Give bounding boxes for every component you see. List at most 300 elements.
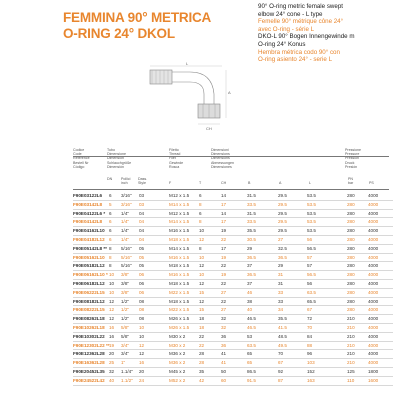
cell-a: 29.5 bbox=[278, 219, 287, 225]
multilingual-description bbox=[258, 3, 398, 64]
svg-text:CH: CH bbox=[206, 126, 212, 131]
cell-dn: 5 bbox=[109, 201, 112, 207]
cell-b: 46.5 bbox=[247, 316, 256, 322]
cell-ch: 41 bbox=[221, 360, 227, 366]
cell-inch: 5/16" bbox=[121, 254, 132, 260]
cell-l: 84 bbox=[307, 333, 313, 339]
cell-dash: 08 bbox=[139, 298, 145, 304]
sub-ch: CH bbox=[221, 181, 227, 185]
cell-b: 36.5 bbox=[247, 272, 256, 278]
table-row bbox=[73, 315, 393, 324]
cell-l: 53.5 bbox=[307, 219, 316, 225]
cell-dn: 8 bbox=[109, 254, 112, 260]
cell-t: 18 bbox=[199, 316, 205, 322]
cell-l: 53.5 bbox=[307, 228, 316, 234]
cell-a: 31 bbox=[278, 272, 284, 278]
cell-ch: 22 bbox=[221, 263, 227, 269]
cell-ps: 4000 bbox=[368, 307, 379, 313]
cell-inch: 1/4" bbox=[121, 228, 130, 234]
cell-l: 72 bbox=[307, 316, 313, 322]
table-row bbox=[73, 289, 393, 298]
header-pressure: Pressione Pressure Pression Druck Presión bbox=[345, 148, 361, 169]
cell-dn: 10 bbox=[109, 272, 115, 278]
cell-code: F90E06222L15 bbox=[73, 289, 105, 295]
table-row bbox=[73, 306, 393, 315]
sub-f: F bbox=[169, 181, 172, 185]
cell-l: 53.5 bbox=[307, 210, 316, 216]
svg-text:A: A bbox=[228, 90, 231, 95]
desc-es-2: O-ring asiento 24° - serie L bbox=[258, 56, 333, 64]
cell-b: 29 bbox=[247, 245, 253, 251]
cell-code: F90E08222L15 bbox=[73, 307, 105, 313]
cell-inch: 1/2" bbox=[121, 316, 130, 322]
cell-ps: 4000 bbox=[368, 298, 379, 304]
cell-b: 36.5 bbox=[247, 254, 256, 260]
desc-de-1: DKO-L 90° Bogen Innengewinde m bbox=[258, 33, 355, 41]
cell-t: 12 bbox=[199, 263, 205, 269]
cell-thread: M30 x 2 bbox=[169, 333, 186, 339]
cell-b: 37 bbox=[247, 280, 253, 286]
table-row bbox=[73, 359, 393, 368]
subheader-divider bbox=[73, 189, 389, 190]
cell-thread: M16 x 1.5 bbox=[169, 228, 190, 234]
cell-ch: 41 bbox=[221, 351, 227, 357]
cell-inch: 1.1/4" bbox=[121, 368, 133, 374]
cell-b: 86.5 bbox=[247, 368, 256, 374]
cell-code: F90E12362L28 bbox=[73, 351, 105, 357]
cell-code: F90E08262L18 bbox=[73, 316, 105, 322]
cell-t: 12 bbox=[199, 236, 205, 242]
cell-dash: 03 bbox=[139, 193, 145, 198]
cell-pn: 110 bbox=[347, 377, 355, 383]
cell-a: 27 bbox=[278, 236, 284, 242]
cell-pn: 210 bbox=[347, 351, 355, 357]
cell-ch: 19 bbox=[221, 228, 227, 234]
cell-a: 33 bbox=[278, 298, 284, 304]
cell-ch: 19 bbox=[221, 272, 227, 278]
cell-code: F90E05182L12 bbox=[73, 263, 105, 269]
cell-thread: M12 x 1.5 bbox=[169, 193, 190, 198]
cell-thread: M12 x 1.5 bbox=[169, 210, 190, 216]
cell-ch: 17 bbox=[221, 201, 227, 207]
cell-b: 30.5 bbox=[247, 236, 256, 242]
cell-inch: 5/8" bbox=[121, 324, 130, 330]
cell-ch: 50 bbox=[221, 368, 227, 374]
cell-b: 53 bbox=[247, 333, 253, 339]
table-row bbox=[73, 333, 393, 342]
cell-code: F90E04122L6 * bbox=[73, 210, 106, 216]
desc-en-1: 90° O-ring metric female swept bbox=[258, 3, 344, 10]
cell-pn: 280 bbox=[347, 219, 355, 225]
cell-b: 46 bbox=[247, 289, 253, 295]
cell-a: 29.5 bbox=[278, 210, 287, 216]
cell-code: F90E05162L10 bbox=[73, 254, 105, 260]
title-line-2: O-RING 24° DKOL bbox=[63, 26, 175, 41]
sub-t: T bbox=[199, 181, 202, 185]
cell-dn: 8 bbox=[109, 245, 112, 251]
cell-t: 15 bbox=[199, 307, 205, 313]
product-title bbox=[63, 10, 253, 42]
cell-code: F90E10302L22 bbox=[73, 333, 105, 339]
cell-ch: 27 bbox=[221, 307, 227, 313]
cell-dash: 05 bbox=[139, 245, 145, 251]
cell-thread: M18 x 1.5 bbox=[169, 236, 190, 242]
cell-l: 57 bbox=[307, 263, 313, 269]
table-row bbox=[73, 280, 393, 289]
cell-dn: 12 bbox=[109, 316, 115, 322]
cell-dn: 40 bbox=[109, 377, 115, 383]
cell-ch: 14 bbox=[221, 193, 227, 198]
cell-a: 29 bbox=[278, 263, 284, 269]
cell-a: 49.5 bbox=[278, 342, 287, 348]
cell-ch: 17 bbox=[221, 245, 227, 251]
cell-dn: 20 bbox=[109, 351, 115, 357]
cell-dash: 08 bbox=[139, 307, 145, 313]
cell-dn: 12 bbox=[109, 298, 115, 304]
cell-pn: 280 bbox=[347, 201, 355, 207]
cell-thread: M16 x 1.5 bbox=[169, 272, 190, 278]
svg-text:L: L bbox=[186, 61, 189, 66]
cell-a: 87 bbox=[278, 377, 284, 383]
cell-dash: 05 bbox=[139, 263, 145, 269]
cell-t: 18 bbox=[199, 324, 205, 330]
cell-code: F90E24522L42 bbox=[73, 377, 105, 383]
cell-inch: 5/8" bbox=[121, 333, 130, 339]
cell-thread: M16 x 1.5 bbox=[169, 254, 190, 260]
cell-pn: 280 bbox=[347, 272, 355, 278]
cell-b: 33.5 bbox=[247, 201, 256, 207]
cell-ps: 4000 bbox=[368, 254, 379, 260]
cell-t: 28 bbox=[199, 360, 205, 366]
sub-l: L bbox=[309, 181, 311, 185]
cell-code: F90E05142L8 ** bbox=[73, 245, 107, 251]
cell-b: 33.5 bbox=[247, 219, 256, 225]
table-row bbox=[73, 236, 393, 245]
cell-pn: 280 bbox=[347, 193, 355, 198]
table-row bbox=[73, 342, 393, 351]
cell-dash: 06 bbox=[139, 272, 145, 278]
cell-inch: 1/4" bbox=[121, 236, 130, 242]
cell-dn: 32 bbox=[109, 368, 115, 374]
cell-ps: 4000 bbox=[368, 289, 379, 295]
cell-pn: 280 bbox=[347, 307, 355, 313]
cell-dn: 6 bbox=[109, 228, 112, 234]
cell-thread: M22 x 1.5 bbox=[169, 289, 190, 295]
cell-pn: 280 bbox=[347, 228, 355, 234]
table-subheader bbox=[73, 177, 393, 189]
cell-a: 70 bbox=[278, 351, 284, 357]
cell-l: 88 bbox=[307, 342, 313, 348]
cell-dn: 10 bbox=[109, 289, 115, 295]
cell-dn: 6 bbox=[109, 236, 112, 242]
cell-dash: 04 bbox=[139, 219, 145, 225]
cell-a: 67 bbox=[278, 360, 284, 366]
cell-b: 63.5 bbox=[247, 342, 256, 348]
cell-thread: M14 x 1.5 bbox=[169, 245, 190, 251]
cell-ch: 32 bbox=[221, 324, 227, 330]
cell-ps: 4000 bbox=[368, 228, 379, 234]
cell-t: 12 bbox=[199, 280, 205, 286]
cell-thread: M36 x 2 bbox=[169, 360, 186, 366]
table-row bbox=[73, 298, 393, 307]
cell-a: 35.5 bbox=[278, 316, 287, 322]
table-row bbox=[73, 350, 393, 359]
cell-thread: M52 x 2 bbox=[169, 377, 186, 383]
cell-l: 53.5 bbox=[307, 193, 316, 198]
cell-inch: 3/4" bbox=[121, 342, 130, 348]
cell-code: F90E12302L22 ** bbox=[73, 342, 110, 348]
header-dimensions: Dimensioni Dimensions Dimensions Abmessungen Dimensiones bbox=[211, 148, 234, 169]
cell-inch: 3/16" bbox=[121, 201, 132, 207]
desc-de-2: O-ring 24° Konus bbox=[258, 40, 306, 48]
cell-dn: 8 bbox=[109, 263, 112, 269]
cell-inch: 1/4" bbox=[121, 219, 130, 225]
cell-dash: 10 bbox=[139, 324, 145, 330]
cell-dn: 19 bbox=[109, 342, 115, 348]
table-row bbox=[73, 254, 393, 263]
cell-l: 65.5 bbox=[307, 298, 316, 304]
cell-t: 8 bbox=[199, 245, 202, 251]
cell-inch: 5/16" bbox=[121, 245, 132, 251]
cell-ch: 60 bbox=[221, 377, 227, 383]
cell-l: 57 bbox=[307, 254, 313, 260]
cell-dn: 25 bbox=[109, 360, 115, 366]
cell-b: 31.5 bbox=[247, 210, 256, 216]
cell-t: 35 bbox=[199, 368, 205, 374]
cell-dash: 12 bbox=[139, 351, 145, 357]
cell-code: F90E10262L18 bbox=[73, 324, 105, 330]
cell-code: F90E03122L6 bbox=[73, 193, 103, 198]
desc-es-1: Hembra métrica codo 90° con bbox=[258, 48, 340, 56]
cell-b: 31.5 bbox=[247, 193, 256, 198]
cell-ch: 32 bbox=[221, 316, 227, 322]
sub-dn: DN bbox=[107, 177, 113, 181]
cell-b: 35.5 bbox=[247, 228, 256, 234]
cell-a: 34 bbox=[278, 307, 284, 313]
cell-dash: 04 bbox=[139, 236, 145, 242]
sub-inch-2: inch bbox=[121, 181, 128, 185]
cell-l: 56 bbox=[307, 236, 313, 242]
cell-dash: 08 bbox=[139, 316, 145, 322]
cell-ps: 4000 bbox=[368, 193, 379, 198]
cell-dn: 6 bbox=[109, 210, 112, 216]
cell-thread: M45 x 2 bbox=[169, 368, 186, 374]
cell-ps: 4000 bbox=[368, 201, 379, 207]
desc-fr-1: Femelle 90° métrique cône 24° bbox=[258, 18, 344, 26]
sub-inch: Pollici bbox=[121, 177, 131, 181]
cell-dn: 10 bbox=[109, 280, 115, 286]
cell-pn: 210 bbox=[347, 333, 355, 339]
table-row bbox=[73, 262, 393, 271]
cell-inch: 1.1/2" bbox=[121, 377, 133, 383]
cell-ps: 4000 bbox=[368, 219, 379, 225]
cell-dash: 04 bbox=[139, 210, 145, 216]
cell-code: F90E06162L10 * bbox=[73, 272, 108, 278]
cell-dash: 06 bbox=[139, 280, 145, 286]
cell-dash: 05 bbox=[139, 254, 145, 260]
header-code: Codice Code Référence Bestell Nr Código bbox=[73, 148, 90, 169]
cell-inch: 3/4" bbox=[121, 351, 130, 357]
cell-b: 65 bbox=[247, 360, 253, 366]
cell-l: 70 bbox=[307, 324, 313, 330]
desc-fr-2: avec O-ring - série L bbox=[258, 25, 315, 33]
cell-ch: 22 bbox=[221, 298, 227, 304]
cell-ps: 4000 bbox=[368, 280, 379, 286]
cell-inch: 3/8" bbox=[121, 289, 130, 295]
cell-ps: 1600 bbox=[368, 377, 379, 383]
cell-code: F90E06182L12 bbox=[73, 280, 105, 286]
cell-l: 152 bbox=[307, 368, 315, 374]
cell-dash: 12 bbox=[139, 342, 145, 348]
fitting-technical-drawing bbox=[0, 60, 400, 140]
cell-a: 31 bbox=[278, 280, 284, 286]
cell-t: 8 bbox=[199, 219, 202, 225]
cell-ps: 4000 bbox=[368, 324, 379, 330]
cell-thread: M22 x 1.5 bbox=[169, 307, 190, 313]
cell-dash: 03 bbox=[139, 201, 145, 207]
cell-t: 10 bbox=[199, 272, 205, 278]
cell-inch: 5/16" bbox=[121, 263, 132, 269]
cell-code: F90E04182L12 bbox=[73, 236, 105, 242]
cell-code: F90E08182L12 bbox=[73, 298, 105, 304]
cell-dash: 04 bbox=[139, 228, 145, 234]
sub-dash-2: Style bbox=[138, 181, 146, 185]
cell-inch: 3/16" bbox=[121, 193, 132, 198]
cell-pn: 280 bbox=[347, 289, 355, 295]
cell-code: F90E16362L28 bbox=[73, 360, 105, 366]
cell-inch: 3/8" bbox=[121, 272, 130, 278]
cell-inch: 1/2" bbox=[121, 307, 130, 313]
header-thread: Filetto Thread Filet Gewinde Rosca bbox=[169, 148, 184, 169]
cell-b: 38 bbox=[247, 298, 253, 304]
cell-b: 37 bbox=[247, 263, 253, 269]
cell-dash: 20 bbox=[139, 368, 145, 374]
table-row bbox=[73, 324, 393, 333]
cell-b: 91.5 bbox=[247, 377, 256, 383]
sub-dash: Dass. bbox=[138, 177, 148, 181]
cell-ps: 4000 bbox=[368, 210, 379, 216]
cell-t: 12 bbox=[199, 298, 205, 304]
table-row bbox=[73, 245, 393, 254]
cell-t: 10 bbox=[199, 254, 205, 260]
cell-t: 6 bbox=[199, 193, 202, 198]
header-divider bbox=[73, 156, 389, 157]
cell-pn: 280 bbox=[347, 254, 355, 260]
cell-l: 103 bbox=[307, 360, 315, 366]
table-row bbox=[73, 377, 393, 386]
cell-t: 6 bbox=[199, 210, 202, 216]
cell-ch: 14 bbox=[221, 210, 227, 216]
cell-ch: 17 bbox=[221, 219, 227, 225]
cell-dn: 12 bbox=[109, 307, 115, 313]
cell-t: 8 bbox=[199, 201, 202, 207]
cell-inch: 1/2" bbox=[121, 298, 130, 304]
cell-a: 41.5 bbox=[278, 324, 287, 330]
cell-thread: M30 x 2 bbox=[169, 342, 186, 348]
cell-ch: 36 bbox=[221, 342, 227, 348]
cell-b: 65 bbox=[247, 351, 253, 357]
cell-thread: M18 x 1.5 bbox=[169, 263, 190, 269]
sub-pn: PN bbox=[348, 177, 353, 181]
cell-a: 36.5 bbox=[278, 254, 287, 260]
cell-ps: 4000 bbox=[368, 263, 379, 269]
cell-t: 28 bbox=[199, 351, 205, 357]
cell-ps: 4000 bbox=[368, 316, 379, 322]
sub-b: B bbox=[248, 181, 251, 185]
cell-pn: 125 bbox=[347, 368, 355, 374]
cell-inch: 3/8" bbox=[121, 280, 130, 286]
sub-ps: PS bbox=[369, 181, 374, 185]
cell-dash: 16 bbox=[139, 360, 145, 366]
cell-ch: 22 bbox=[221, 236, 227, 242]
cell-l: 56.5 bbox=[307, 245, 316, 251]
cell-ps: 4000 bbox=[368, 360, 379, 366]
cell-ch: 22 bbox=[221, 280, 227, 286]
header-hose: Tubo Dimensione Dimension Schlauchgröße Dimensión bbox=[107, 148, 132, 169]
cell-l: 56.5 bbox=[307, 272, 316, 278]
cell-pn: 280 bbox=[347, 236, 355, 242]
cell-pn: 210 bbox=[347, 342, 355, 348]
cell-thread: M26 x 1.5 bbox=[169, 316, 190, 322]
cell-b: 40 bbox=[247, 307, 253, 313]
cell-a: 29.5 bbox=[278, 193, 287, 198]
cell-pn: 280 bbox=[347, 245, 355, 251]
cell-t: 42 bbox=[199, 377, 205, 383]
cell-l: 53.5 bbox=[307, 201, 316, 207]
cell-ps: 4000 bbox=[368, 333, 379, 339]
cell-ps: 4000 bbox=[368, 342, 379, 348]
cell-ch: 19 bbox=[221, 254, 227, 260]
cell-code: F90E04162L10 bbox=[73, 228, 105, 234]
title-line-1: FEMMINA 90° METRICA bbox=[63, 10, 212, 25]
cell-t: 10 bbox=[199, 228, 205, 234]
cell-pn: 280 bbox=[347, 298, 355, 304]
cell-thread: M36 x 2 bbox=[169, 351, 186, 357]
cell-dash: 24 bbox=[139, 377, 145, 383]
cell-a: 33 bbox=[278, 289, 284, 295]
table-row bbox=[73, 201, 393, 210]
cell-ps: 1800 bbox=[368, 368, 379, 374]
cell-a: 29.5 bbox=[278, 228, 287, 234]
cell-t: 22 bbox=[199, 342, 205, 348]
cell-pn: 210 bbox=[347, 316, 355, 322]
cell-code: F90E20452L35 bbox=[73, 368, 105, 374]
cell-dash: 10 bbox=[139, 333, 145, 339]
table-row bbox=[73, 271, 393, 280]
cell-a: 92 bbox=[278, 368, 284, 374]
cell-ch: 36 bbox=[221, 333, 227, 339]
cell-code: F90E04142L8 bbox=[73, 219, 103, 225]
table-row bbox=[73, 368, 393, 377]
cell-a: 48.5 bbox=[278, 333, 287, 339]
desc-en-2: elbow 24° cone - L type bbox=[258, 10, 323, 18]
cell-a: 32.5 bbox=[278, 245, 287, 251]
cell-thread: M18 x 1.5 bbox=[169, 280, 190, 286]
cell-l: 63.5 bbox=[307, 289, 316, 295]
sub-a: A bbox=[279, 181, 282, 185]
table-row bbox=[73, 192, 393, 201]
sub-bar: bar bbox=[348, 181, 354, 185]
cell-b: 46.5 bbox=[247, 324, 256, 330]
cell-pn: 210 bbox=[347, 324, 355, 330]
cell-dn: 6 bbox=[109, 219, 112, 225]
cell-ps: 4000 bbox=[368, 236, 379, 242]
table-row bbox=[73, 210, 393, 219]
table-row bbox=[73, 227, 393, 236]
cell-pn: 280 bbox=[347, 210, 355, 216]
cell-dash: 06 bbox=[139, 289, 145, 295]
cell-code: F90E03142L8 bbox=[73, 201, 103, 207]
